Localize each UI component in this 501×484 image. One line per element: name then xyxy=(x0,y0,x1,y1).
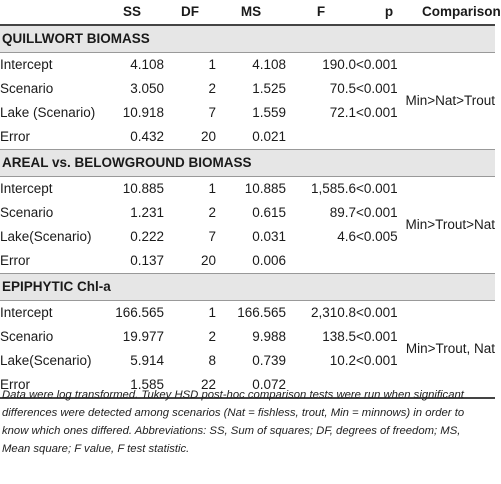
cell-f: 89.7 xyxy=(329,205,356,220)
table-footnote: Data were log transformed. Tukey HSD post-hoc comparison tests were run when significant differences were detected among scenarios (Nat = fishless, trout, Min = minnows) in order to know which ones differed. Abbreviations: SS, Sum of squares; DF, degrees of freedom; MS, Mean square; F value, F test statistic. xyxy=(2,389,465,455)
cell-f: 72.1 xyxy=(329,105,356,120)
cell-ms: 10.885 xyxy=(244,181,286,196)
cell-p: <0.001 xyxy=(356,181,398,196)
cell-source: Scenario xyxy=(0,81,54,96)
table-row xyxy=(0,125,495,150)
cell-source: Lake(Scenario) xyxy=(0,353,92,368)
cell-ss: 0.222 xyxy=(130,229,164,244)
section-title: EPIPHYTIC Chl-a xyxy=(0,274,495,301)
table-row xyxy=(0,77,495,101)
cell-ss: 4.108 xyxy=(130,57,164,72)
cell-comparison xyxy=(422,301,495,326)
cell-f xyxy=(286,125,356,150)
cell-ms: 0.739 xyxy=(252,353,286,368)
cell-ms: 4.108 xyxy=(252,57,286,72)
cell-source: Lake (Scenario) xyxy=(0,105,96,120)
table-row xyxy=(0,201,495,225)
header-row xyxy=(0,0,495,25)
cell-source: Error xyxy=(0,253,30,268)
cell-df: 2 xyxy=(208,329,216,344)
comparison-result: Min>Nat>Trout xyxy=(405,93,495,108)
cell-df: 22 xyxy=(164,373,216,398)
cell-p: <0.001 xyxy=(356,205,398,220)
cell-source: Error xyxy=(0,129,30,144)
cell-comparison xyxy=(405,325,495,356)
table-row xyxy=(0,249,495,274)
cell-f: 4.6 xyxy=(337,229,356,244)
cell-source: Lake(Scenario) xyxy=(0,229,92,244)
cell-ms: 0.006 xyxy=(252,253,286,268)
cell-f xyxy=(286,249,356,274)
cell-f: 2,310.8 xyxy=(310,305,356,320)
header-ss: SS xyxy=(100,0,164,25)
comparison-result: Min>Trout, Nat xyxy=(405,341,495,356)
cell-df: 20 xyxy=(200,129,216,144)
cell-df: 1 xyxy=(208,181,216,196)
header-df: DF xyxy=(164,0,216,25)
cell-ms: 0.615 xyxy=(252,205,286,220)
cell-df: 1 xyxy=(208,57,216,72)
cell-ss: 19.977 xyxy=(122,329,164,344)
cell-ms: 166.565 xyxy=(237,305,286,320)
cell-source: Error xyxy=(0,373,100,398)
cell-comparison xyxy=(405,77,495,108)
cell-f: 138.5 xyxy=(322,329,356,344)
table-row xyxy=(0,177,495,202)
table-row xyxy=(0,325,495,349)
cell-source: Intercept xyxy=(0,305,53,320)
table-row xyxy=(0,53,495,78)
comparison-result: Min>Trout>Nat xyxy=(405,217,495,232)
cell-p: <0.001 xyxy=(356,81,398,96)
cell-ms: 0.072 xyxy=(216,373,286,398)
cell-df: 2 xyxy=(208,81,216,96)
cell-source: Intercept xyxy=(0,181,53,196)
cell-p: <0.001 xyxy=(356,353,398,368)
header-ms: MS xyxy=(216,0,286,25)
cell-ss: 10.885 xyxy=(122,181,164,196)
header-source xyxy=(0,0,100,25)
cell-comparison xyxy=(422,53,495,78)
cell-source: Scenario xyxy=(0,329,54,344)
section-header-row xyxy=(0,274,495,301)
cell-comparison xyxy=(422,249,495,274)
cell-p: <0.005 xyxy=(356,229,398,244)
section-header-row xyxy=(0,150,495,177)
section-title: AREAL vs. BELOWGROUND BIOMASS xyxy=(0,150,495,177)
cell-df: 8 xyxy=(208,353,216,368)
cell-p xyxy=(356,125,422,150)
cell-f: 190.0 xyxy=(322,57,356,72)
cell-ms: 9.988 xyxy=(252,329,286,344)
cell-p: <0.001 xyxy=(356,57,398,72)
cell-p: <0.001 xyxy=(356,329,398,344)
cell-df: 2 xyxy=(208,205,216,220)
cell-ss: 1.231 xyxy=(130,205,164,220)
cell-ms: 1.559 xyxy=(252,105,286,120)
section-title: QUILLWORT BIOMASS xyxy=(0,25,495,53)
cell-ss: 0.137 xyxy=(130,253,164,268)
cell-source: Scenario xyxy=(0,205,54,220)
header-comparison: Comparison xyxy=(422,0,495,25)
cell-p xyxy=(356,249,422,274)
cell-p: <0.001 xyxy=(356,105,398,120)
table-row xyxy=(0,301,495,326)
cell-ss: 5.914 xyxy=(130,353,164,368)
cell-comparison xyxy=(422,125,495,150)
cell-ms: 1.525 xyxy=(252,81,286,96)
cell-ss: 166.565 xyxy=(115,305,164,320)
cell-ss: 0.432 xyxy=(130,129,164,144)
section-header-row xyxy=(0,25,495,53)
cell-comparison xyxy=(405,201,495,232)
cell-source: Intercept xyxy=(0,57,53,72)
cell-p: <0.001 xyxy=(356,305,398,320)
header-f: F xyxy=(286,0,356,25)
cell-comparison xyxy=(422,177,495,202)
cell-ss: 3.050 xyxy=(130,81,164,96)
cell-f: 1,585.6 xyxy=(310,181,356,196)
cell-df: 1 xyxy=(208,305,216,320)
cell-ss: 1.585 xyxy=(100,373,164,398)
cell-df: 7 xyxy=(208,105,216,120)
cell-f: 10.2 xyxy=(329,353,356,368)
cell-df: 20 xyxy=(200,253,216,268)
cell-ms: 0.031 xyxy=(252,229,286,244)
cell-ms: 0.021 xyxy=(252,129,286,144)
cell-df: 7 xyxy=(208,229,216,244)
header-p: p xyxy=(356,0,422,25)
cell-ss: 10.918 xyxy=(122,105,164,120)
cell-f: 70.5 xyxy=(329,81,356,96)
